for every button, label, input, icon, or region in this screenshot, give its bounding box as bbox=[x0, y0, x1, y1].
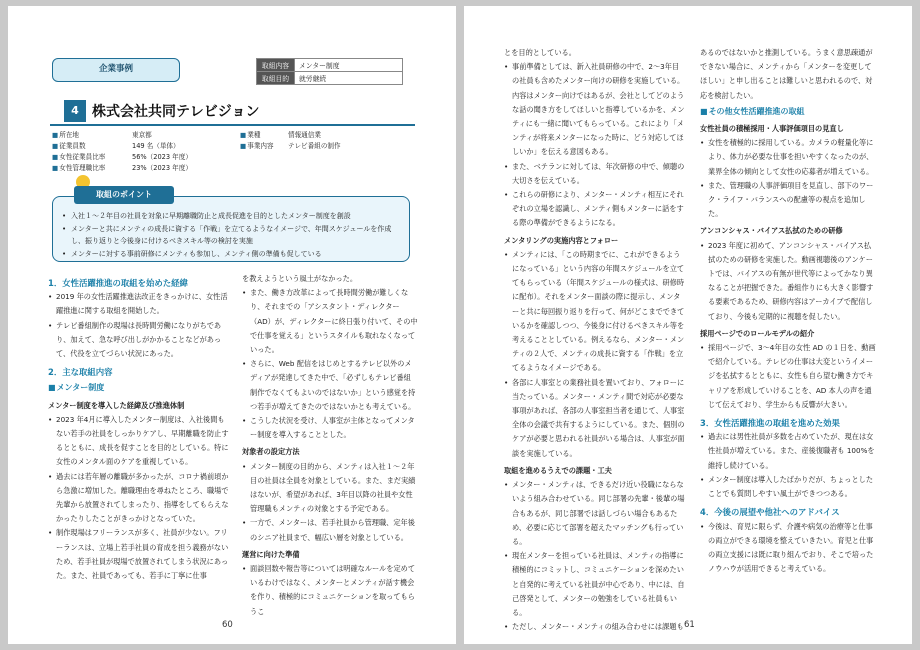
info-row bbox=[52, 130, 79, 141]
points-list bbox=[62, 210, 404, 260]
bullet-paragraph: • 今後は、育児に限らず、介護や病気の治療等と仕事の両立ができる環境を整えていきたい。育児と仕事の両立支援には既に取り組んでおり、そこで培ったノウハウが活用できると考えている。 bbox=[700, 520, 878, 577]
page-number: 60 bbox=[222, 620, 233, 630]
points-title: 取組のポイント bbox=[74, 186, 174, 204]
point-item: • 入社１～２年目の社員を対象に早期離職防止と成長促進を目的としたメンター制度を創設 bbox=[62, 210, 404, 223]
info-value: 23%（2023 年度） bbox=[132, 164, 192, 172]
bullet-paragraph: • メンター制度は導入したばかりだが、ちょっとしたことでも質問しやすい風土ができつつある。 bbox=[700, 473, 878, 501]
info-row bbox=[52, 141, 86, 152]
bullet-paragraph: • 2019 年の女性活躍推進法改正をきっかけに、女性活躍推進に関する取組を開始した。 bbox=[48, 290, 230, 318]
section-heading: 2．主な取組内容 bbox=[48, 367, 113, 378]
info-row bbox=[52, 163, 105, 174]
topic-heading: 対象者の設定方法 bbox=[242, 447, 300, 457]
meta-row bbox=[257, 59, 403, 72]
meta-value: 就労継続 bbox=[295, 72, 403, 85]
info-label: ■ 事業内容 bbox=[240, 142, 274, 150]
bullet-paragraph: • 採用ページで、3～4年目の女性 AD の１日を、動画で紹介している。テレビの仕事は大変というイメージを払拭するとともに、女性も自ら望む働き方でキャリアを形成していけることを、AD 本人の声を通じて伝えており、学生からも反響が大きい。 bbox=[700, 341, 878, 412]
paragraph: とを目的としている。 bbox=[504, 48, 576, 57]
bullet-paragraph: • 面談回数や報告等については明確なルールを定めているわけではなく、メンターとメンティが話す機会を作り、積極的にコミュニケーションを取ってもらうこ bbox=[242, 562, 418, 619]
meta-key: 取組内容 bbox=[257, 59, 295, 72]
topic-heading: アンコンシャス・バイアス払拭のための研修 bbox=[700, 226, 843, 236]
bullet-paragraph: • 一方で、メンターは、若手社員から管理職、定年後のシニア社員まで、幅広い層を対象としている。 bbox=[242, 516, 418, 544]
section-heading: 4．今後の展望や他社へのアドバイス bbox=[700, 507, 840, 518]
right-column-2 bbox=[700, 46, 878, 576]
topic-heading: メンター制度を導入した経緯及び推進体制 bbox=[48, 400, 185, 410]
bullet-paragraph: • こうした状況を受け、人事室が主体となってメンター制度を導入することとした。 bbox=[242, 414, 418, 442]
info-label: ■ 女性管理職比率 bbox=[52, 164, 105, 172]
info-row bbox=[240, 130, 260, 141]
company-name: 株式会社共同テレビジョン bbox=[92, 104, 260, 120]
right-column-1 bbox=[504, 46, 686, 634]
section-heading: 1．女性活躍推進の取組を始めた経緯 bbox=[48, 278, 188, 288]
bullet-paragraph: • メンター・メンティは、できるだけ近い役職にならないよう組み合わせている。同じ部署の先輩・後輩の場合もあるが、同じ部署では話しづらい場合もあるため、必要に応じて部署を超えたマッチングも行っている。 bbox=[504, 478, 686, 549]
topic-heading: 採用ページでのロールモデルの紹介 bbox=[700, 328, 815, 338]
bullet-paragraph: • 過去には若年層の離職が多かったが、コロナ禍前頃から急激に増加した。離職理由を尋ねたところ、職場で先輩から放置されてしまったり、指導をしてもらえなかったりしたことがきっかけとなっていた。 bbox=[48, 470, 230, 527]
bullet-paragraph: • 女性を積極的に採用している。カメラの軽量化等により、体力が必要な仕事を担いやすくなったのが、業界全体の傾向として女性の応募者が増えている。 bbox=[700, 136, 878, 179]
subsection-heading: ■ メンター制度 bbox=[48, 381, 230, 395]
company-title-bar bbox=[50, 100, 415, 126]
bullet-paragraph: • 過去には男性社員が多数を占めていたが、現在は女性社員が増えている。また、産後復職者も 100%を維持し続けている。 bbox=[700, 430, 878, 473]
info-row bbox=[240, 141, 274, 152]
left-column-1 bbox=[48, 272, 230, 583]
bullet-paragraph: • これらの研修により、メンター・メンティ相互にそれぞれの立場を認識し、メンティ側もメンターに話をする際の準備ができるようになる。 bbox=[504, 188, 686, 231]
info-row bbox=[52, 152, 105, 163]
info-label: ■ 所在地 bbox=[52, 131, 79, 139]
bullet-paragraph: • 2023 年4月に導入したメンター制度は、入社後間もない若手の社員をしっかりケアし、早期離職を防止するとともに、成長を促すことを目的としている。特に女性のメンタル面のケアを重視している。 bbox=[48, 413, 230, 470]
bullet-paragraph: • また、ベテランに対しては、年次研修の中で、傾聴の大切さを伝えている。 bbox=[504, 160, 686, 188]
left-column-2 bbox=[242, 272, 418, 619]
topic-heading: 取組を進めるうえでの課題・工夫 bbox=[504, 465, 612, 475]
bullet-paragraph: • また、働き方改革によって長時間労働が難しくなり、それまでの「アシスタント・ディレクター（AD）が、ディレクターに終日張り付いて、その中で仕事を覚える」というスタイルも取れなくなっていった。 bbox=[242, 286, 418, 357]
subsection-heading: ■ その他女性活躍推進の取組 bbox=[700, 105, 878, 119]
paragraph: を教えようという風土がなかった。 bbox=[242, 274, 358, 283]
company-number: 4 bbox=[64, 100, 86, 122]
meta-row bbox=[257, 72, 403, 85]
bullet-paragraph: • ただし、メンター・メンティの組み合わせには課題も bbox=[504, 620, 686, 634]
meta-table bbox=[256, 58, 403, 85]
bullet-paragraph: • テレビ番組制作の現場は長時間労働になりがちであり、加えて、急な呼び出しがかかることなどがあって、代役を立てづらい状況にあった。 bbox=[48, 319, 230, 362]
bullet-paragraph: • 事前準備としては、新入社員研修の中で、2～3年目の社員も含めたメンター向けの研修を実施している。内容はメンター向けではあるが、会社としてどのような話の聞き方をしてほしいと指導しているかを、メンティにも一緒に聞いてもらっている。これにより「メンティが将来メンターになった時に、どう対応してほしいか」を伝える意図もある。 bbox=[504, 60, 686, 159]
info-label: ■ 従業員数 bbox=[52, 142, 86, 150]
bullet-paragraph: • 現在メンターを担っている社員は、メンティの指導に積極的にコミットし、コミュニケーションを深めたいと自発的に考えている社員が中心であり、中には、自己啓発として、メンターの勉強をしている社員もいる。 bbox=[504, 549, 686, 620]
bullet-paragraph: • 2023 年度に初めて、アンコンシャス・バイアス払拭のための研修を実施した。動画視聴後のアンケートでは、バイアスの有無が世代等によってかなり異なることが把握できた。番組作りにも大きく影響する要素であるため、研修内容はアーカイブで配信しており、今後も定期的に視聴を促したい。 bbox=[700, 239, 878, 324]
topic-heading: 運営に向けた準備 bbox=[242, 549, 300, 559]
info-value: 東京都 bbox=[132, 131, 152, 139]
info-label: ■ 業種 bbox=[240, 131, 260, 139]
bullet-paragraph: • 制作現場はフリーランスが多く、社員が少ない。フリーランスは、立場上若手社員の育成を担う義務がないため、若手社員が現場で放置されてしまう状況にあった。また、社員であっても、若手に丁寧に仕事 bbox=[48, 526, 230, 583]
case-tag: 企業事例 bbox=[52, 58, 180, 82]
point-item: • メンターと共にメンティの成長に資する「作戦」を立てるようなイメージで、年間スケジュールを作成し、振り返りと今後身に付けるべきスキル等の検討を実施 bbox=[62, 223, 404, 248]
bullet-paragraph: • メンティには、「この時期までに、これができるようになっている」という内容の年間スケジュールを立ててもらっている（年間スケジュールの様式は、研修時に配布）。それをメンター面談の際に提示し、メンターと共に毎回振り返りを行って、何がどこまでできているかを確認しつつ、今後身に付けるべきスキル等を考えることとしている。例えるなら、メンター・メンティの２人で、メンティの成長に資する「作戦」を立てるようなイメージである。 bbox=[504, 248, 686, 376]
info-value: 149 名（単体） bbox=[132, 142, 180, 150]
meta-key: 取組目的 bbox=[257, 72, 295, 85]
bullet-paragraph: • メンター制度の目的から、メンティは入社１～２年目の社員は全員を対象としている。また、まだ実績はないが、希望があれば、3年目以降の社員や女性管理職もメンティの対象とする予定である。 bbox=[242, 460, 418, 517]
right-page bbox=[464, 6, 912, 644]
info-value: テレビ番組の制作 bbox=[288, 142, 341, 150]
page-number: 61 bbox=[684, 620, 695, 630]
meta-value: メンター制度 bbox=[295, 59, 403, 72]
bullet-paragraph: • 各部に人事室との業務社員を置いており、フォローに当たっている。メンター・メンティ間で対応が必要な事項があれば、各部の人事室担当者を通じて、人事室全体の会議で共有するようにしている。また、個別のケアが必要と思われる社員がいる場合は、人事室が面談を実施している。 bbox=[504, 376, 686, 461]
paragraph: あるのではないかと推測している。うまく意思疎通ができない場合に、メンティから「メンターを変更してほしい」と申し出ることは難しいと思われるので、対応を検討したい。 bbox=[700, 48, 873, 100]
left-page bbox=[8, 6, 456, 644]
section-heading: 3．女性活躍推進の取組を進めた効果 bbox=[700, 418, 840, 429]
topic-heading: メンタリングの実施内容とフォロー bbox=[504, 235, 619, 245]
info-label: ■ 女性従業員比率 bbox=[52, 153, 105, 161]
topic-heading: 女性社員の積極採用・人事評価項目の見直し bbox=[700, 124, 844, 134]
bullet-paragraph: • さらに、Web 配信をはじめとするテレビ以外のメディアが発達してきた中で、「必ずしもテレビ番組制作でなくてもよいのではないか」という感覚を持つ若手が増えてきたのではないかとも考えている。 bbox=[242, 357, 418, 414]
point-item: • メンターに対する事前研修にメンティも参加し、メンティ側の準備も促している bbox=[62, 248, 404, 261]
info-value: 情報通信業 bbox=[288, 131, 321, 139]
info-value: 56%（2023 年度） bbox=[132, 153, 192, 161]
bullet-paragraph: • また、管理職の人事評価項目を見直し、部下のワーク・ライフ・バランスへの配慮等の視点を追加した。 bbox=[700, 179, 878, 222]
